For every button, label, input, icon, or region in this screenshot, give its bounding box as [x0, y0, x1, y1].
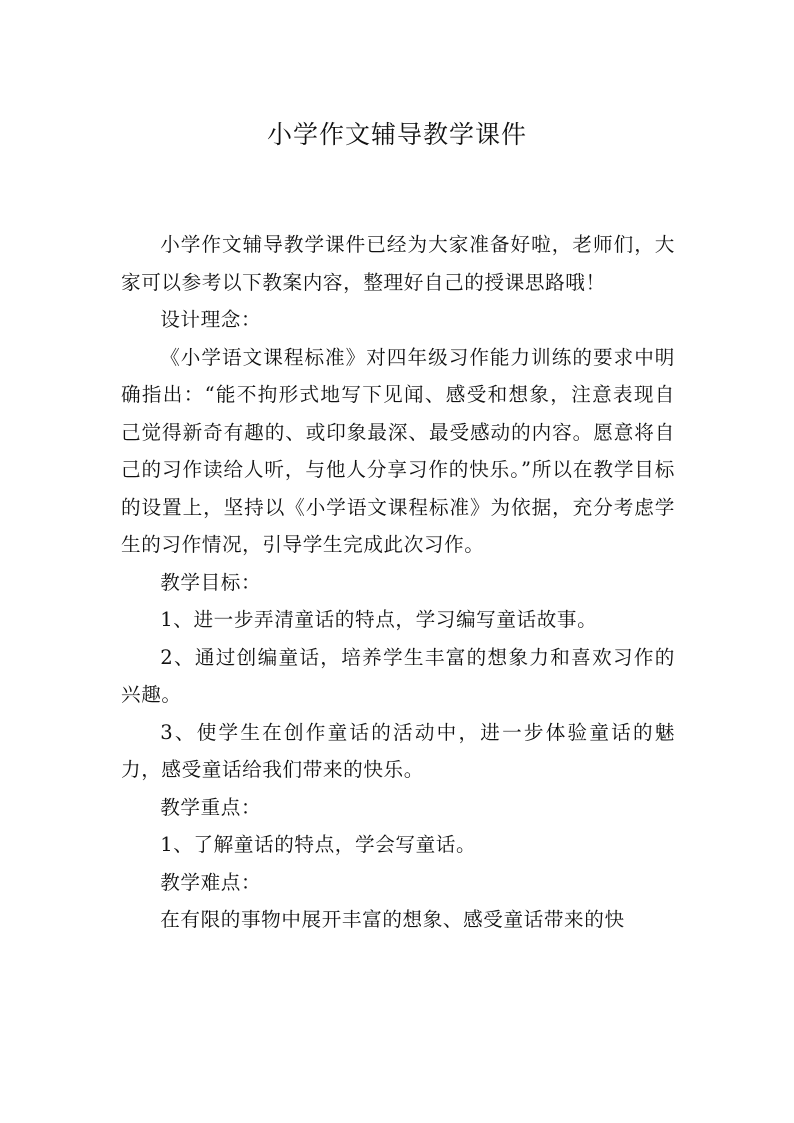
teaching-goal-item-3: 3、使学生在创作童话的活动中，进一步体验童话的魅力，感受童话给我们带来的快乐。 — [121, 720, 675, 781]
teaching-focus-item-1: 1、了解童话的特点，学会写童话。 — [160, 833, 477, 856]
teaching-goal-item-2: 2、通过创编童话，培养学生丰富的想象力和喜欢习作的兴趣。 — [121, 645, 675, 706]
document-title: 小学作文辅导教学课件 — [266, 119, 527, 149]
design-concept-paragraph: 《小学语文课程标准》对四年级习作能力训练的要求中明确指出：“能不拘形式地写下见闻、感受和想象，注意表现自己觉得新奇有趣的、或印象最深、最受感动的内容。愿意将自己的习作读给人听，与他人分享习作的快乐。”所以在教学目标的设置上，坚持以《小学语文课程标准》为依据，充分考虑学生的习作情况，引导学生完成此次习作。 — [121, 345, 675, 556]
intro-paragraph: 小学作文辅导教学课件已经为大家准备好啦，老师们，大家可以参考以下教案内容，整理好自己的授课思路哦！ — [121, 233, 675, 294]
document-body — [121, 226, 675, 939]
teaching-goals-heading: 教学目标： — [160, 570, 262, 594]
teaching-focus-heading: 教学重点： — [160, 795, 262, 819]
teaching-goal-item-1: 1、进一步弄清童话的特点，学习编写童话故事。 — [160, 608, 598, 631]
teaching-difficulty-heading: 教学难点： — [160, 870, 262, 894]
teaching-difficulty-paragraph: 在有限的事物中展开丰富的想象、感受童话带来的快 — [160, 908, 625, 931]
design-concept-heading: 设计理念： — [160, 308, 262, 331]
